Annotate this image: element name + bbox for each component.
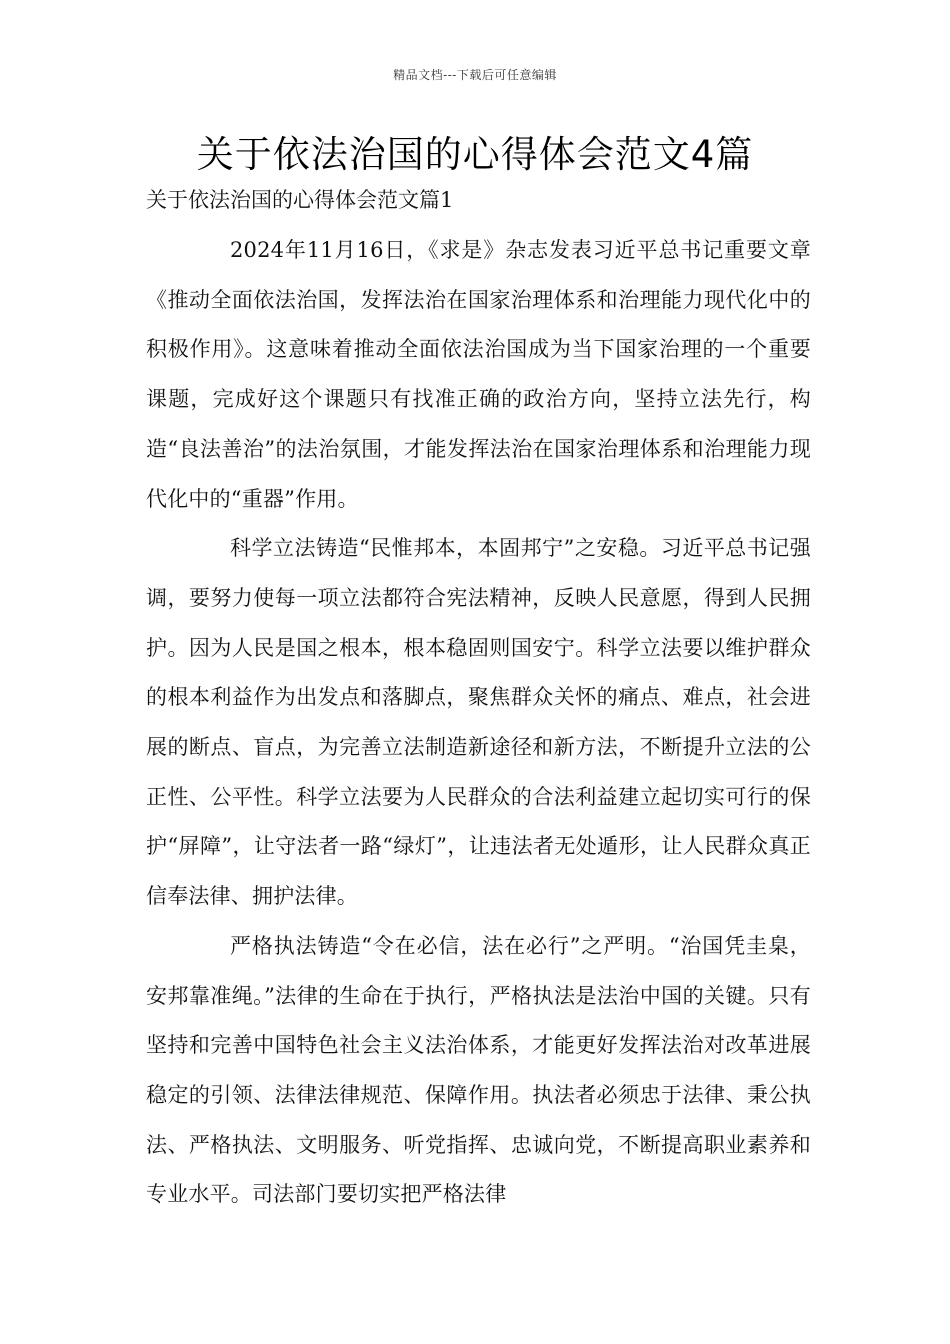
paragraph-1: 2024年11月16日，《求是》杂志发表习近平总书记重要文章《推动全面依法治国，发挥法治在国家治理体系和治理能力现代化中的积极作用》。这意味着推动全面依法治国成为当下国家治理的一个重要课题，完成好这个课题只有找准正确的政治方向，坚持立法先行，构造“良法善治”的法治氛围，才能发挥法治在国家治理体系和治理能力现代化中的“重器”作用。: [146, 238, 811, 511]
section-heading: 关于依法治国的心得体会范文篇1: [146, 188, 454, 212]
page-header: 精品文档---下载后可任意编辑: [393, 68, 557, 82]
paragraph-3: 严格执法铸造“令在必信，法在必行”之严明。“治国凭圭臬，安邦靠准绳。”法律的生命在于执行，严格执法是法治中国的关键。只有坚持和完善中国特色社会主义法治体系，才能更好发挥法治对改革进展稳定的引领、法律法律规范、保障作用。执法者必须忠于法律、秉公执法、严格执法、文明服务、听党指挥、忠诚向党，不断提高职业素养和专业水平。司法部门要切实把严格法律: [146, 933, 811, 1207]
document-body: [146, 226, 811, 1220]
paragraph-2: 科学立法铸造“民惟邦本，本固邦宁”之安稳。习近平总书记强调，要努力使每一项立法都符合宪法精神，反映人民意愿，得到人民拥护。因为人民是国之根本，根本稳固则国安宁。科学立法要以维护群众的根本利益作为出发点和落脚点，聚焦群众关怀的痛点、难点，社会进展的断点、盲点，为完善立法制造新途径和新方法，不断提升立法的公正性、公平性。科学立法要为人民群众的合法利益建立起切实可行的保护“屏障”，让守法者一路“绿灯”，让违法者无处遁形，让人民群众真正信奉法律、拥护法律。: [146, 536, 811, 909]
document-title: 关于依法治国的心得体会范文4篇: [196, 133, 754, 176]
